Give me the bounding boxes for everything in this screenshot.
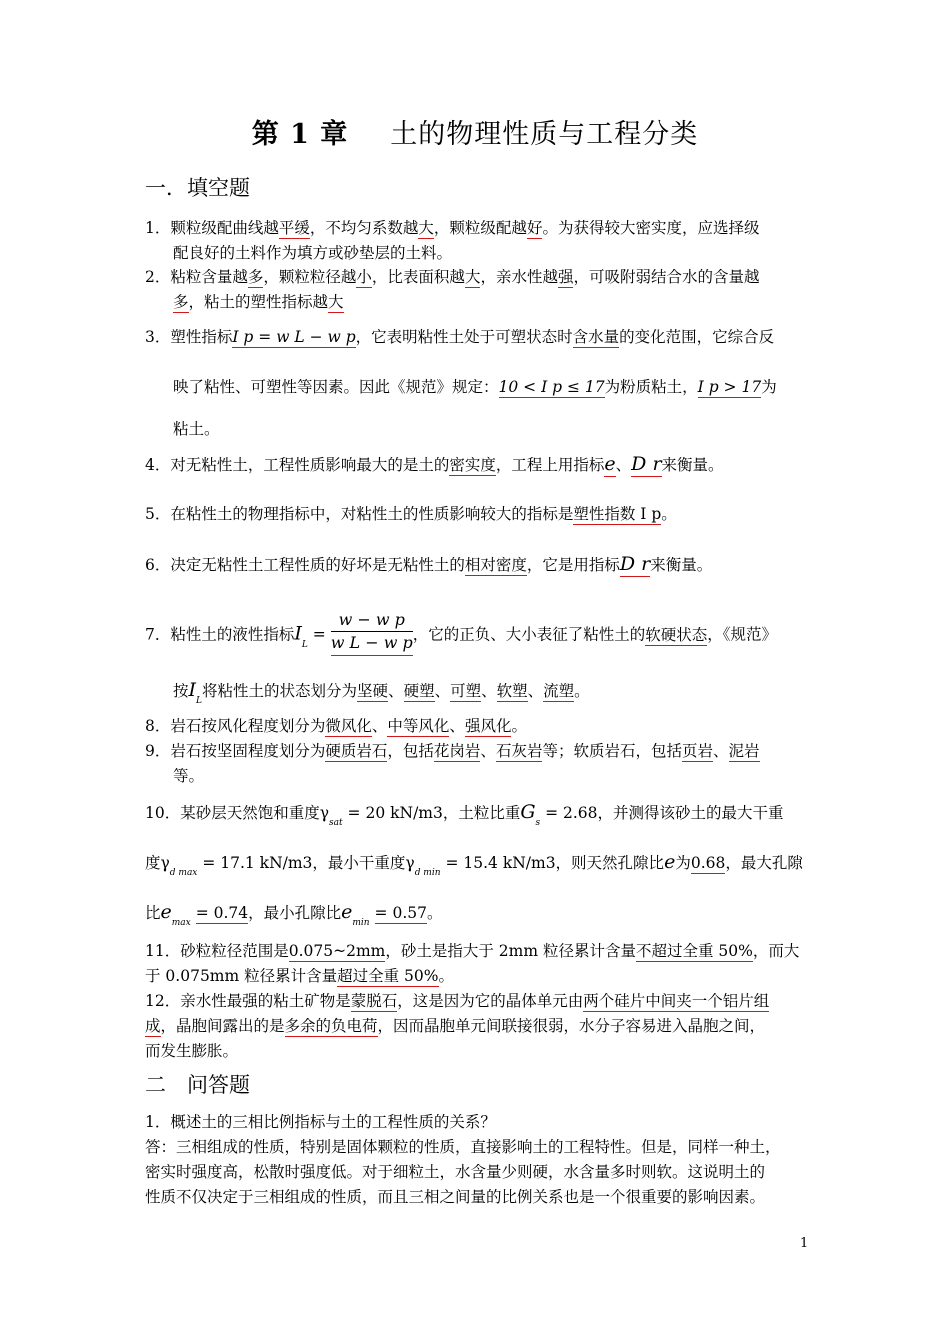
- q3-line1: 3．塑性指标I p = w L − w p，它表明粘性土处于可塑状态时含水量的变化范围，它综合反: [145, 328, 775, 346]
- q12-line3: 而发生膨胀。: [145, 1042, 239, 1060]
- q10-line3: 比$e_{max} = 0.74$，最小孔隙比$e_{min} = 0.57$。: [145, 901, 443, 928]
- page-number: 1: [800, 1236, 809, 1251]
- q10-line2: 度$\gamma_{d max} = 17.1$ kN/m3，最小干重度$\gamma_{d min} = 15.4$ kN/m3，则天然孔隙比e为0.68，最大孔隙: [145, 851, 803, 878]
- qa1-answer-line3: 性质不仅决定于三相组成的性质，而且三相之间量的比例关系也是一个很重要的影响因素。: [145, 1188, 766, 1206]
- q5-line: 5．在粘性土的物理指标中，对粘性土的性质影响较大的指标是塑性指数 I p。: [145, 505, 677, 523]
- q9-line1: 9．岩石按坚固程度划分为硬质岩石，包括花岗岩、石灰岩等；软质岩石，包括页岩、泥岩: [145, 742, 760, 760]
- section-heading-fill-blank: 一．填空题: [145, 176, 250, 200]
- q1-line2: 配良好的土料作为填方或砂垫层的土料。: [173, 244, 453, 262]
- q7-line1: 7．粘性土的液性指标$I_L$ = $\frac{\text{w − w p}}{\text{w L − w p}}$ ，它的正负、大小表征了粘性土的软硬状态，《规范》: [145, 612, 810, 659]
- qa1-question: 1．概述土的三相比例指标与土的工程性质的关系？: [145, 1113, 496, 1131]
- q2-line1: 2．粘粒含量越多，颗粒粒径越小，比表面积越大，亲水性越强，可吸附弱结合水的含量越: [145, 268, 760, 286]
- q12-line2: 成，晶胞间露出的是多余的负电荷，因而晶胞单元间联接很弱，水分子容易进入晶胞之间，: [145, 1017, 766, 1035]
- q6-line: 6．决定无粘性土工程性质的好坏是无粘性土的相对密度，它是用指标D r来衡量。: [145, 553, 713, 575]
- q3-line3: 粘土。: [173, 420, 220, 438]
- q10-line1: 10．某砂层天然饱和重度$\gamma_{sat} = 20$ kN/m3，土粒比重$G_s = 2.68$，并测得该砂土的最大干重: [145, 801, 784, 828]
- qa1-answer-line2: 密实时强度高，松散时强度低。对于细粒土，水含量少则硬，水含量多时则软。这说明土的: [145, 1163, 766, 1181]
- q4-line: 4．对无粘性土，工程性质影响最大的是土的密实度，工程上用指标e、D r来衡量。: [145, 453, 724, 475]
- section-heading-qa: 二 问答题: [145, 1073, 250, 1097]
- q7-line2: 按$I_L$将粘性土的状态划分为坚硬、硬塑、可塑、软塑、流塑。: [173, 679, 590, 706]
- q1-line1: 1．颗粒级配曲线越平缓，不均匀系数越大，颗粒级配越好。为获得较大密实度，应选择级: [145, 219, 760, 237]
- chapter-title: 第 1 章 土的物理性质与工程分类: [251, 119, 699, 150]
- q9-line2: 等。: [173, 767, 205, 785]
- q3-line2: 映了粘性、可塑性等因素。因此《规范》规定：10 < I p ≤ 17为粉质粘土，I p > 17为: [173, 378, 777, 396]
- q2-line2: 多，粘土的塑性指标越大: [173, 293, 344, 311]
- q11-line2: 于 0.075mm 粒径累计含量超过全重 50%。: [145, 967, 455, 985]
- qa1-answer-line1: 答：三相组成的性质，特别是固体颗粒的性质，直接影响土的工程特性。但是，同样一种土，: [145, 1138, 781, 1156]
- q11-line1: 11．砂粒粒径范围是0.075~2mm，砂土是指大于 2mm 粒径累计含量不超过全重 50%，而大: [145, 942, 800, 960]
- q8-line: 8．岩石按风化程度划分为微风化、中等风化、强风化。: [145, 717, 527, 735]
- q12-line1: 12．亲水性最强的粘土矿物是蒙脱石，这是因为它的晶体单元由两个硅片中间夹一个铝片组: [145, 992, 770, 1010]
- liquidity-index-fraction: $\frac{\text{w − w p}}{\text{w L − w p}}$: [331, 609, 413, 656]
